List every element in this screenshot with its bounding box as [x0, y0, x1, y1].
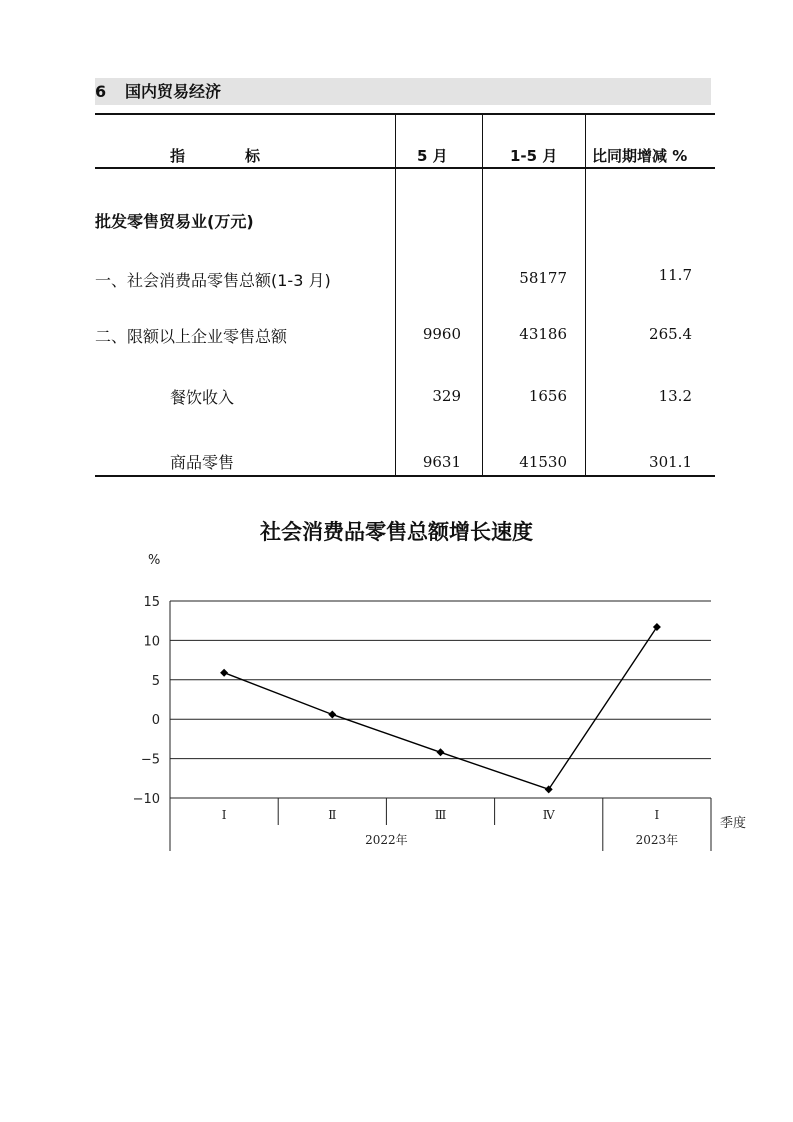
x-tick-label: Ⅳ	[542, 808, 555, 822]
table-header-rule	[95, 167, 715, 169]
section-number: 6	[95, 82, 107, 101]
header-month: 5 月	[417, 147, 448, 165]
row-ytd-value: 41530	[519, 453, 567, 471]
table-bottom-rule	[95, 475, 715, 477]
row-label: 一、社会消费品零售总额(1-3 月)	[95, 271, 331, 290]
y-axis-label: %	[148, 553, 161, 568]
row-month-value: 9631	[422, 453, 461, 471]
row-ytd-value: 43186	[519, 325, 567, 343]
row-ytd-value: 1656	[528, 387, 567, 405]
chart-title: 社会消费品零售总额增长速度	[260, 520, 533, 544]
y-tick-label: 10	[143, 634, 160, 650]
header-indicator: 指 标	[170, 147, 261, 165]
y-tick-label: 5	[151, 673, 160, 689]
y-tick-label: −5	[140, 752, 160, 768]
col-divider-2	[482, 113, 483, 477]
header-change: 比同期增减 %	[592, 147, 688, 165]
row-label: 二、限额以上企业零售总额	[95, 327, 288, 346]
row-month-value: 329	[432, 387, 461, 405]
y-tick-label: 0	[151, 713, 160, 729]
row-change-value: 301.1	[649, 453, 692, 471]
section-header	[95, 78, 711, 105]
row-label: 商品零售	[170, 453, 235, 472]
table-top-rule	[95, 113, 715, 115]
data-point-marker	[328, 710, 336, 718]
data-point-marker	[437, 748, 445, 756]
x-axis-label: 季度	[720, 816, 747, 831]
row-month-value: 9960	[422, 325, 461, 343]
growth-line-chart	[0, 540, 793, 870]
row-change-value: 265.4	[649, 325, 692, 343]
table-section-label: 批发零售贸易业(万元)	[95, 212, 254, 231]
x-tick-label: Ⅰ	[654, 808, 660, 822]
row-ytd-value: 58177	[519, 269, 567, 287]
x-tick-label: Ⅰ	[221, 808, 227, 822]
data-point-marker	[545, 785, 553, 793]
y-tick-label: 15	[143, 595, 160, 610]
col-divider-3	[585, 113, 586, 477]
section-title: 国内贸易经济	[125, 82, 222, 101]
y-tick-label: −10	[132, 792, 160, 807]
x-tick-label: Ⅲ	[434, 808, 447, 822]
header-ytd: 1-5 月	[510, 147, 558, 165]
trade-table	[95, 113, 715, 478]
col-divider-1	[395, 113, 396, 477]
row-label: 餐饮收入	[170, 388, 235, 407]
data-point-marker	[653, 623, 661, 631]
row-change-value: 13.2	[658, 387, 692, 405]
year-group-label: 2023年	[635, 833, 679, 847]
x-tick-label: Ⅱ	[328, 808, 337, 822]
row-change-value: 11.7	[658, 266, 692, 284]
year-group-label: 2022年	[365, 833, 408, 847]
data-point-marker	[220, 669, 228, 677]
series-line	[224, 627, 657, 789]
